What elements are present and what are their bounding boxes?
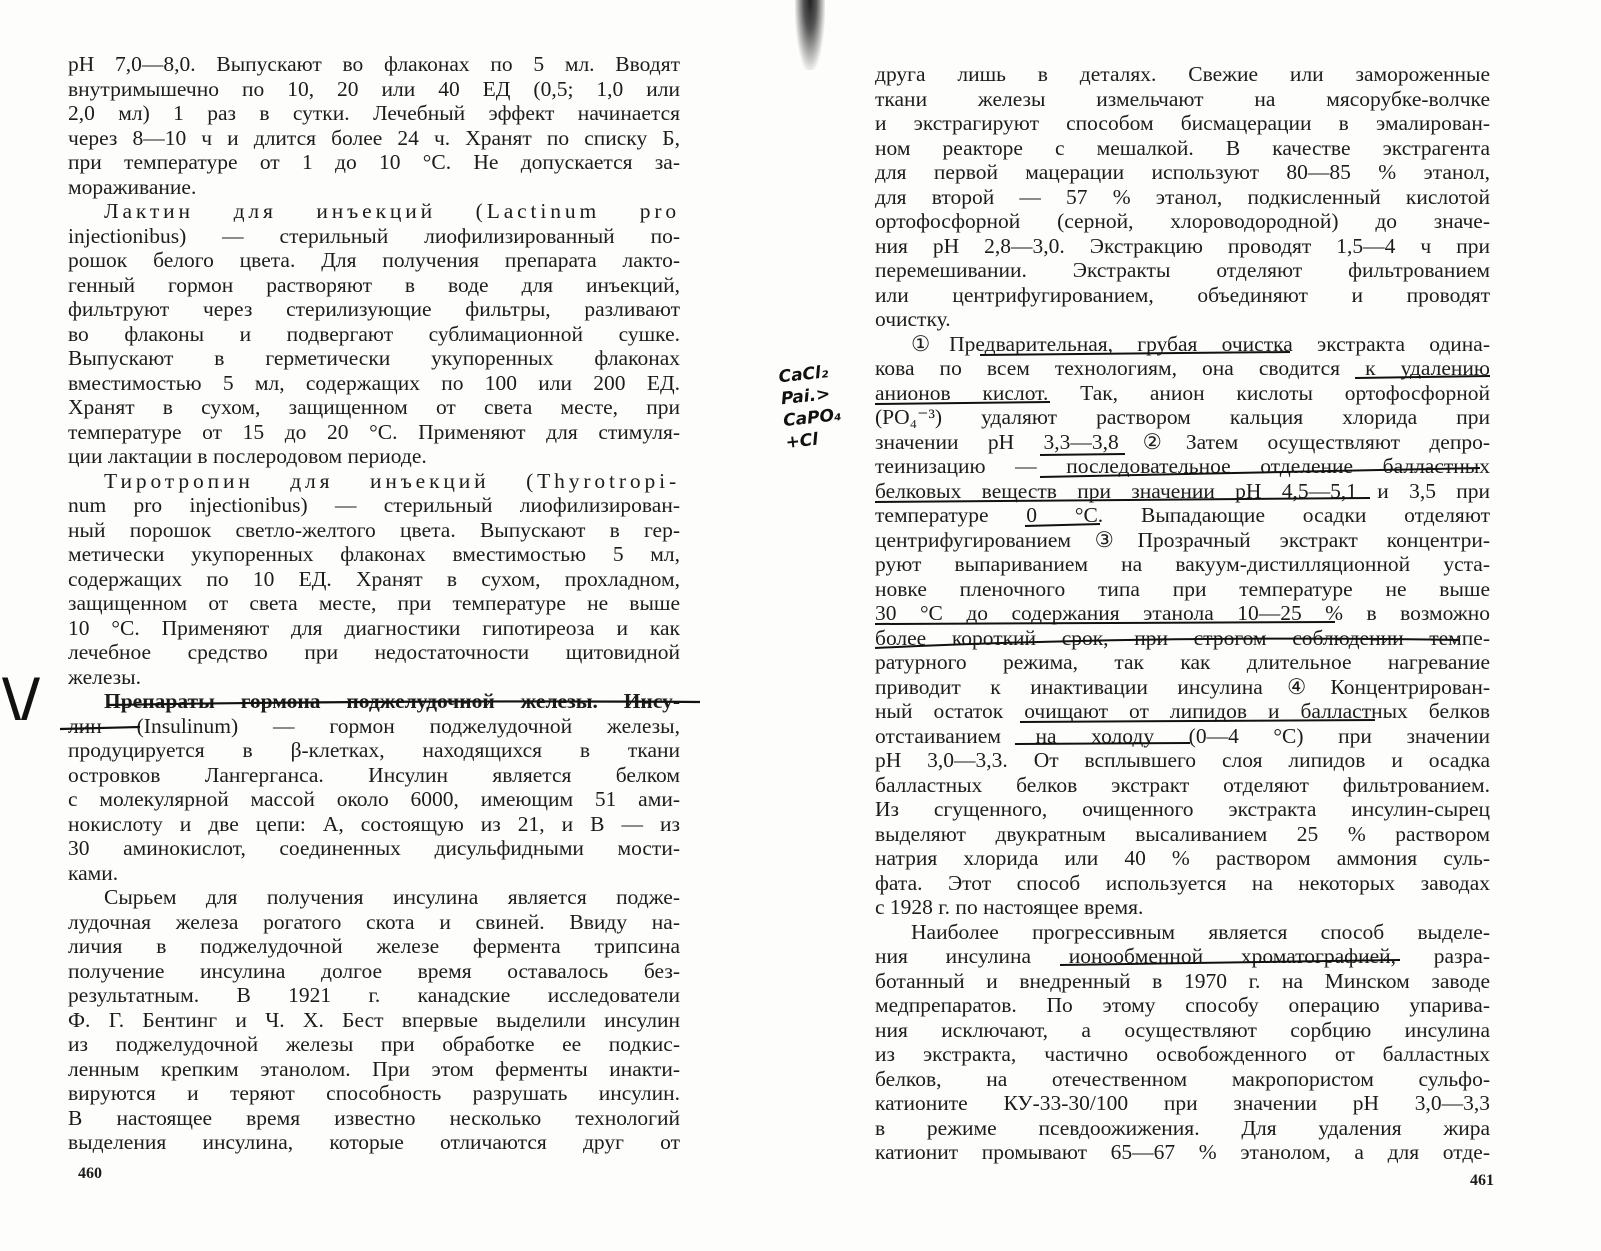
text-line: получение инсулина долгое время оставалось без- [68, 958, 680, 983]
text-line: перемешивании. Экстракты отделяют фильтрованием [875, 258, 1490, 282]
text-line: натрия хлорида или 40 % раствором аммония суль- [875, 846, 1490, 870]
text-line: ный порошок светло-желтого цвета. Выпускают в гер- [68, 517, 680, 542]
text-line: ортофосфорной (серной, хлороводородной) до значе- [875, 209, 1490, 233]
right-page [777, 0, 1601, 1251]
text-line: ный остаток очищают от липидов и балластных белков [875, 699, 1490, 723]
text-line: катионит промывают 65—67 % этанолом, а для отде- [875, 1140, 1490, 1164]
text-line: теинизацию — последовательное отделение балластных [875, 454, 1490, 478]
text-line: внутримышечно по 10, 20 или 40 ЕД (0,5; 1,0 или [68, 76, 680, 101]
text-line: личия в поджелудочной железе фермента трипсина [68, 934, 680, 958]
text-line: Из сгущенного, очищенного экстракта инсулин-сырец [875, 797, 1490, 821]
text-line: очистку. [875, 307, 951, 331]
text-line: (PO₄⁻³) удаляют раствором кальция хлорида при [875, 405, 1490, 429]
text-line: центрифугированием③Прозрачный экстракт концентри- [875, 527, 1490, 552]
text-line: лечебное средство при недостаточности щитовидной [68, 640, 680, 664]
text-line: ①Предварительная, грубая очистка экстракта одина- [911, 331, 1490, 356]
handwritten-margin-note: CaCl₂ Pai.> CaPO₄ +Cl [777, 362, 843, 453]
text-line: ции лактации в послеродовом периоде. [68, 444, 427, 468]
text-line: 10 °С. Применяют для диагностики гипотиреоза и как [68, 615, 680, 640]
text-line: ратурного режима, так как длительное нагревание [875, 650, 1490, 674]
text-line: Хранят в сухом, защищенном от света месте, при [68, 395, 680, 419]
page-number-right: 461 [1470, 1172, 1494, 1189]
text-line: Препараты гормона поджелудочной железы. Инсу- [104, 689, 680, 713]
text-line: вируются и теряют способность разрушать инсулин. [68, 1081, 680, 1105]
text-line: медпрепаратов. По этому способу операцию упарива- [875, 993, 1490, 1017]
text-line: кова по всем технологиям, она сводится к удалению [875, 356, 1490, 380]
text-line: num pro injectionibus) — стерильный лиофилизирован- [68, 493, 680, 517]
text-line: с молекулярной массой около 6000, имеющим 51 ами- [68, 787, 680, 811]
text-line: для второй — 57 % этанол, подкисленный кислотой [875, 184, 1490, 209]
text-line: продуцируется в β-клетках, находящихся в ткани [68, 738, 680, 762]
left-page [0, 0, 800, 1251]
text-line: друга лишь в деталях. Свежие или замороженные [875, 62, 1490, 86]
text-line: Лактин для инъекций (Lactinum pro [104, 199, 680, 223]
text-line: железы. [68, 664, 141, 689]
text-line: метически укупоренных флаконах вместимостью 5 мл, [68, 542, 680, 566]
text-line: из экстракта, частично освобожденного от балластных [875, 1042, 1490, 1066]
handwritten-check-mark: \/ [2, 668, 40, 728]
text-line: нокислоту и две цепи: А, состоящую из 21, и В — из [68, 811, 680, 836]
text-line: балластных белков экстракт отделяют фильтрованием. [875, 772, 1490, 797]
text-line: отстаиванием на холоду (0—4 °С) при значении [875, 723, 1490, 748]
text-line: выделения инсулина, которые отличаются друг от [68, 1130, 680, 1154]
text-line: выделяют двукратным высаливанием 25 % раствором [875, 821, 1490, 846]
text-line: Сырьем для получения инсулина является подже- [104, 885, 680, 909]
text-line: генный гормон растворяют в воде для инъекций, [68, 272, 680, 297]
text-line: температуре 0 °С. Выпадающие осадки отделяют [875, 503, 1490, 527]
text-line: pH 3,0—3,3. От всплывшего слоя липидов и осадка [875, 748, 1490, 772]
text-line: приводит к инактивации инсулина④Концентрирован- [875, 674, 1490, 699]
text-line: мораживание. [68, 174, 197, 199]
left-page-text-column [68, 52, 680, 1155]
text-line: Тиротропин для инъекций (Thyrotropi- [104, 468, 680, 493]
text-line: фата. Этот способ используется на некоторых заводах [875, 870, 1490, 895]
text-line: ном реакторе с мешалкой. В качестве экстрагента [875, 135, 1490, 160]
text-line: injectionibus) — стерильный лиофилизированный по- [68, 223, 680, 248]
text-line: белковых веществ при значении pH 4,5—5,1 и 3,5 при [875, 478, 1490, 503]
text-line: Ф. Г. Бентинг и Ч. Х. Бест впервые выделили инсулин [68, 1007, 680, 1032]
text-line: ткани железы измельчают на мясорубке-волчке [875, 86, 1490, 111]
text-line: ботанный и внедренный в 1970 г. на Минском заводе [875, 968, 1490, 993]
right-page-text-column [875, 62, 1490, 1165]
text-line: значении pH 3,3—3,8②Затем осуществляют депро- [875, 429, 1490, 454]
text-line: для первой мацерации используют 80—85 % этанол, [875, 160, 1490, 184]
text-line: вместимостью 5 мл, содержащих по 100 или 200 ЕД. [68, 370, 680, 395]
text-line: В настоящее время известно несколько технологий [68, 1105, 680, 1130]
text-line: и экстрагируют способом бисмацерации в эмалирован- [875, 111, 1490, 135]
text-line: островков Лангерганса. Инсулин является белком [68, 762, 680, 787]
text-line: в режиме псевдоожижения. Для удаления жира [875, 1115, 1490, 1140]
text-line: фильтруют через стерилизующие фильтры, разливают [68, 297, 680, 321]
text-line: ния инсулина ионообменной хроматографией, разра- [875, 944, 1490, 968]
text-line: через 8—10 ч и длится более 24 ч. Хранят по списку Б, [68, 125, 680, 150]
text-line: белков, на отечественном макропористом сульфо- [875, 1066, 1490, 1091]
text-line: из поджелудочной железы при обработке ее подкис- [68, 1032, 680, 1056]
text-line: руют выпариванием на вакуум-дистилляционной уста- [875, 552, 1490, 576]
page-number-left: 460 [78, 1165, 102, 1182]
text-line: ленным крепким этанолом. При этом ферменты инакти- [68, 1056, 680, 1081]
text-line: рошок белого цвета. Для получения препарата лакто- [68, 248, 680, 272]
text-line: лин (Insulinum) — гормон поджелудочной железы, [68, 713, 680, 738]
text-line: Выпускают в герметически укупоренных флаконах [68, 346, 680, 370]
text-line: ния исключают, а осуществляют сорбцию инсулина [875, 1017, 1490, 1042]
text-line: с 1928 г. по настоящее время. [875, 895, 1144, 919]
text-line: содержащих по 10 ЕД. Хранят в сухом, прохладном, [68, 566, 680, 591]
text-line: температуре от 15 до 20 °С. Применяют для стимуля- [68, 419, 680, 444]
text-line: анионов кислот. Так, анион кислоты ортофосфорной [875, 380, 1490, 405]
text-line: 30 аминокислот, соединенных дисульфидными мости- [68, 836, 680, 860]
text-line: ния pH 2,8—3,0. Экстракцию проводят 1,5—4 ч при [875, 233, 1490, 258]
text-line: при температуре от 1 до 10 °С. Не допускается за- [68, 150, 680, 174]
text-line: катионите КУ-33-30/100 при значении pH 3,0—3,3 [875, 1091, 1490, 1115]
text-line: новке пленочного типа при температуре не выше [875, 576, 1490, 601]
text-line: во флаконы и подвергают сублимационной сушке. [68, 321, 680, 346]
text-line: Наиболее прогрессивным является способ выделе- [911, 919, 1490, 944]
text-line: результатным. В 1921 г. канадские исследователи [68, 983, 680, 1007]
text-line: 2,0 мл) 1 раз в сутки. Лечебный эффект начинается [68, 101, 680, 125]
text-line: или центрифугированием, объединяют и проводят [875, 282, 1490, 307]
text-line: защищенном от света месте, при температуре не выше [68, 591, 680, 615]
text-line: лудочная железа рогатого скота и свиней. Ввиду на- [68, 909, 680, 934]
text-line: ками. [68, 860, 119, 885]
text-line: pH 7,0—8,0. Выпускают во флаконах по 5 мл. Вводят [68, 52, 680, 76]
text-line: более короткий срок, при строгом соблюдении темпе- [875, 625, 1490, 650]
text-line: 30 °С до содержания этанола 10—25 % в возможно [875, 601, 1490, 625]
